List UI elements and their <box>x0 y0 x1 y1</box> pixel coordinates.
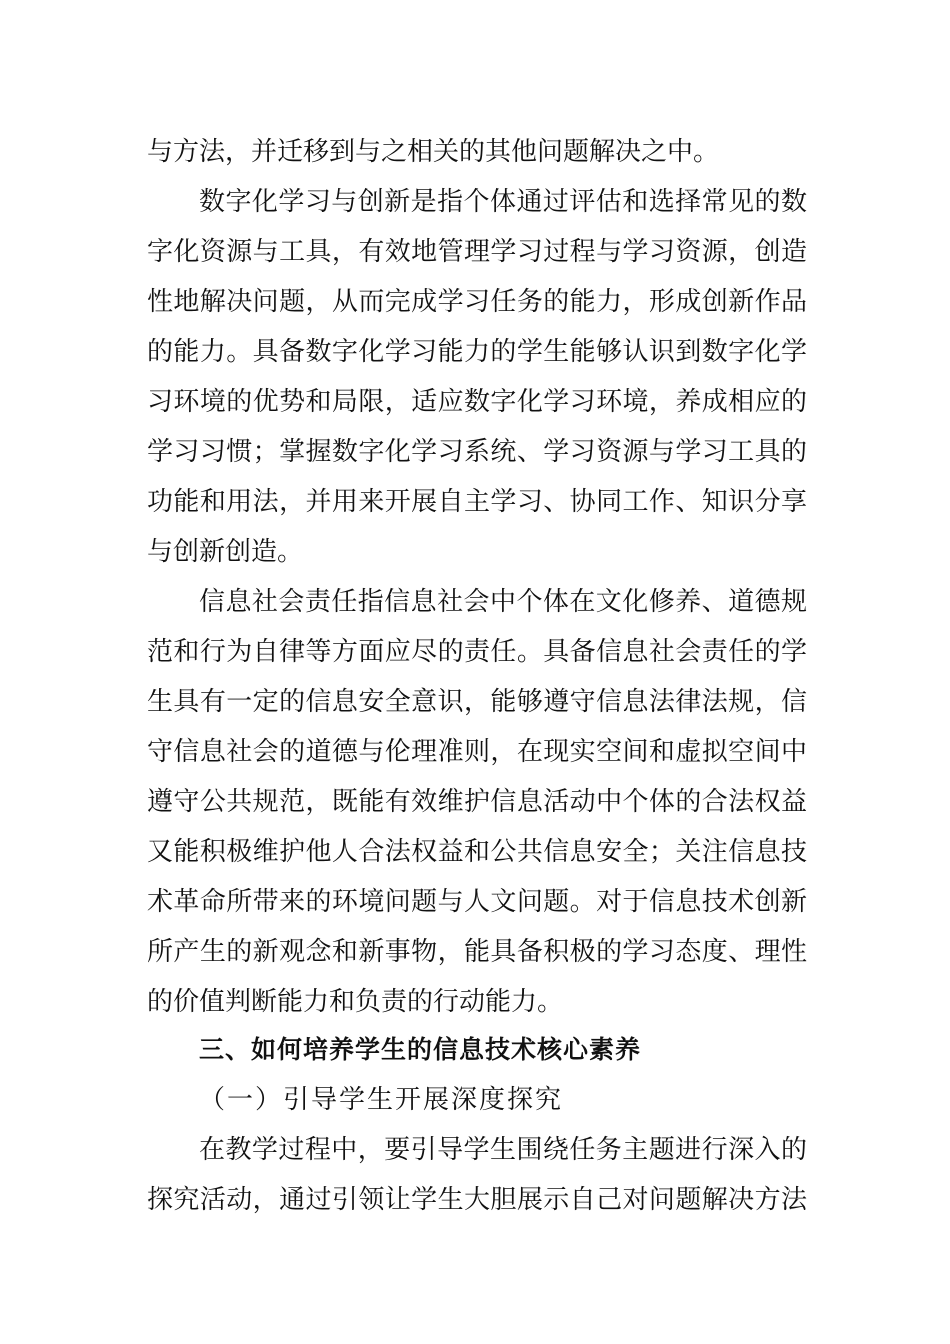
text-line: 术革命所带来的环境问题与人文问题。对于信息技术创新 <box>147 887 807 917</box>
text-line: 学习习惯；掌握数字化学习系统、学习资源与学习工具的 <box>147 437 807 467</box>
text-line: 探究活动，通过引领让学生大胆展示自己对问题解决方法 <box>147 1185 807 1215</box>
section-heading: 三、如何培养学生的信息技术核心素养 <box>199 1035 642 1064</box>
paragraph-first-line: 在教学过程中，要引导学生围绕任务主题进行深入的 <box>199 1135 807 1165</box>
text-line: 性地解决问题，从而完成学习任务的能力，形成创新作品 <box>147 287 807 317</box>
paragraph-first-line: 数字化学习与创新是指个体通过评估和选择常见的数 <box>199 187 807 217</box>
text-line: 遵守公共规范，既能有效维护信息活动中个体的合法权益 <box>147 787 807 817</box>
text-line: 所产生的新观念和新事物，能具备积极的学习态度、理性 <box>147 937 807 967</box>
text-line: 与创新创造。 <box>147 537 304 567</box>
text-line: 的价值判断能力和负责的行动能力。 <box>147 987 564 1017</box>
text-line: 又能积极维护他人合法权益和公共信息安全；关注信息技 <box>147 837 807 867</box>
paragraph-first-line: 信息社会责任指信息社会中个体在文化修养、道德规 <box>199 587 807 617</box>
text-line: 功能和用法，并用来开展自主学习、协同工作、知识分享 <box>147 487 807 517</box>
text-line: 习环境的优势和局限，适应数字化学习环境，养成相应的 <box>147 387 807 417</box>
text-line: 与方法，并迁移到与之相关的其他问题解决之中。 <box>147 137 720 167</box>
text-line: 范和行为自律等方面应尽的责任。具备信息社会责任的学 <box>147 637 807 667</box>
text-line: 的能力。具备数字化学习能力的学生能够认识到数字化学 <box>147 337 807 367</box>
text-line: 生具有一定的信息安全意识，能够遵守信息法律法规，信 <box>147 687 807 717</box>
text-line: 守信息社会的道德与伦理准则，在现实空间和虚拟空间中 <box>147 737 807 767</box>
subsection-heading: （一）引导学生开展深度探究 <box>199 1085 564 1115</box>
text-line: 字化资源与工具，有效地管理学习过程与学习资源，创造 <box>147 237 807 267</box>
